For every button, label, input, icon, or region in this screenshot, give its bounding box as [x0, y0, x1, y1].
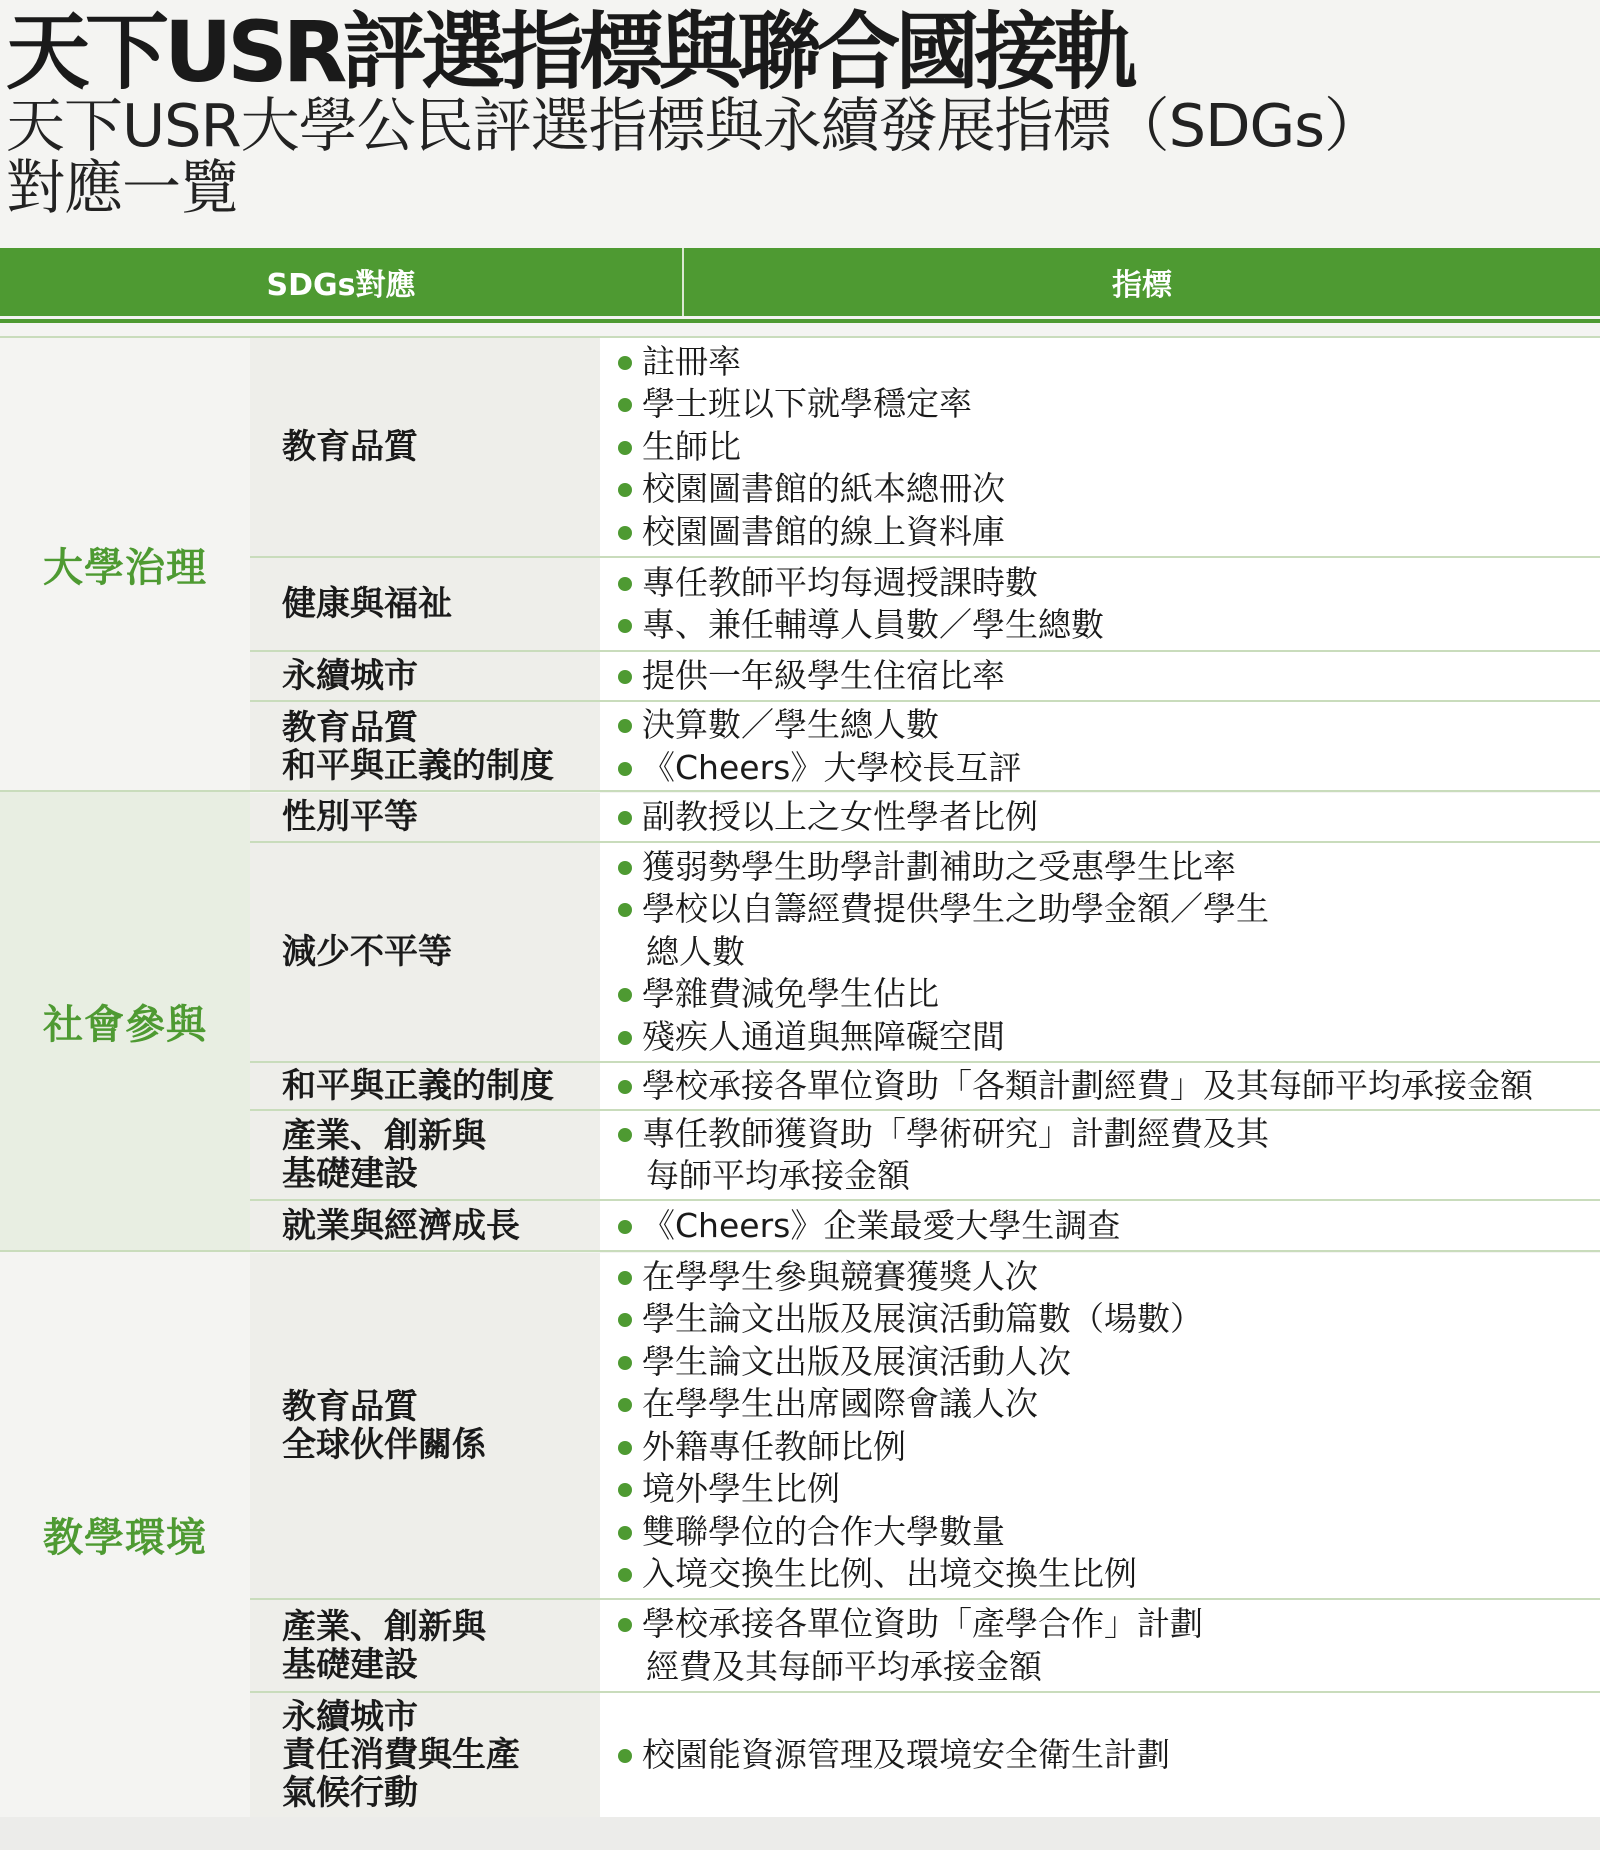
indicator-text: 註冊率 — [642, 341, 741, 381]
table-row — [250, 702, 1600, 791]
indicator-cell — [600, 338, 1600, 556]
page-subtitle-line2: 對應一覽 — [6, 153, 239, 222]
sdg-label: 產業、創新與 — [282, 1606, 486, 1647]
indicator-text: 《Cheers》企業最愛大學生調查 — [642, 1205, 1121, 1245]
table-header — [0, 248, 1600, 316]
table-row — [250, 1111, 1600, 1199]
indicator-item — [614, 511, 1600, 554]
indicator-item — [614, 1065, 1600, 1108]
bullet-icon — [618, 577, 632, 591]
group-label: 大學治理 — [0, 338, 250, 791]
indicator-cell — [600, 1201, 1600, 1251]
bullet-icon — [618, 526, 632, 540]
sdg-cell — [250, 843, 600, 1061]
indicator-text: 提供一年級學生住宿比率 — [642, 655, 1005, 695]
bullet-icon — [618, 1568, 632, 1582]
sdg-cell — [250, 793, 600, 841]
sdg-label: 責任消費與生產 — [282, 1735, 520, 1775]
bullet-icon — [618, 762, 632, 776]
sdg-cell — [250, 702, 600, 791]
table-row — [250, 1600, 1600, 1691]
indicator-item — [614, 468, 1600, 511]
indicator-text: 入境交換生比例、出境交換生比例 — [642, 1554, 1137, 1593]
table-row — [250, 1253, 1600, 1598]
indicator-item — [614, 1734, 1600, 1777]
bullet-icon — [618, 1031, 632, 1045]
sdg-label: 全球伙伴關係 — [282, 1424, 486, 1465]
page-subtitle: 天下USR大學公民評選指標與永續發展指標（SDGs） — [6, 91, 1382, 160]
sdg-label: 基礎建設 — [282, 1154, 418, 1194]
table-row — [250, 1063, 1600, 1109]
sdg-label: 產業、創新與 — [282, 1116, 486, 1156]
indicator-cell — [600, 652, 1600, 700]
bullet-icon — [618, 441, 632, 455]
bullet-icon — [618, 1271, 632, 1285]
table-row — [250, 558, 1600, 650]
indicator-text: 學士班以下就學穩定率 — [642, 384, 972, 424]
sdg-label: 教育品質 — [282, 707, 418, 748]
indicator-cell — [600, 1111, 1600, 1199]
indicator-cell — [600, 1600, 1600, 1691]
indicator-text: 學雜費減免學生佔比 — [642, 974, 939, 1014]
sdg-label: 和平與正義的制度 — [282, 1066, 554, 1106]
sdg-cell — [250, 652, 600, 700]
indicator-cell — [600, 1693, 1600, 1817]
group-divider — [0, 1250, 1600, 1252]
table-row — [250, 652, 1600, 700]
indicator-text: 校園圖書館的線上資料庫 — [642, 511, 1005, 551]
indicator-text: 總人數 — [646, 931, 745, 971]
footer-band — [0, 1817, 1600, 1850]
sdg-label: 基礎建設 — [282, 1644, 418, 1685]
bullet-icon — [618, 1080, 632, 1094]
bullet-icon — [618, 1313, 632, 1327]
indicator-item — [614, 1511, 1600, 1554]
indicator-text: 副教授以上之女性學者比例 — [642, 796, 1038, 836]
sdg-label: 教育品質 — [282, 427, 418, 467]
indicator-text: 學校以自籌經費提供學生之助學金額／學生 — [642, 889, 1269, 929]
table-row — [250, 843, 1600, 1061]
sdg-label: 和平與正義的制度 — [282, 745, 554, 786]
indicator-cell — [600, 1063, 1600, 1109]
indicator-item — [614, 704, 1600, 747]
sdg-cell — [250, 1063, 600, 1109]
indicator-cell — [600, 702, 1600, 791]
bullet-icon — [618, 903, 632, 917]
indicator-text: 學校承接各單位資助「產學合作」計劃 — [642, 1604, 1203, 1643]
indicator-text: 在學學生參與競賽獲獎人次 — [642, 1256, 1038, 1296]
table-row — [250, 338, 1600, 556]
sdg-label: 永續城市 — [282, 1697, 418, 1737]
sdg-cell — [250, 1201, 600, 1251]
indicator-item — [614, 1468, 1600, 1511]
indicator-text: 校園圖書館的紙本總冊次 — [642, 469, 1005, 509]
indicator-item — [614, 1603, 1600, 1688]
indicator-item — [614, 655, 1600, 698]
sdg-label: 永續城市 — [282, 656, 418, 696]
group-divider — [0, 790, 1600, 792]
sdg-cell — [250, 338, 600, 556]
sdg-cell — [250, 1600, 600, 1691]
group-label: 社會參與 — [0, 791, 250, 1251]
indicator-text: 《Cheers》大學校長互評 — [642, 747, 1022, 787]
indicator-item — [614, 1113, 1600, 1198]
indicator-text: 獲弱勢學生助學計劃補助之受惠學生比率 — [642, 846, 1236, 886]
indicator-item — [614, 341, 1600, 384]
table-row — [250, 793, 1600, 841]
page-title: 天下USR評選指標與聯合國接軌 — [6, 3, 1133, 101]
table-row — [250, 1693, 1600, 1817]
header-indicator: 指標 — [1112, 268, 1172, 303]
indicator-text: 外籍專任教師比例 — [642, 1426, 906, 1466]
sdg-label: 減少不平等 — [282, 932, 452, 972]
bullet-icon — [618, 1128, 632, 1142]
sdg-label: 就業與經濟成長 — [282, 1206, 520, 1246]
indicator-item — [614, 383, 1600, 426]
sdg-cell — [250, 558, 600, 650]
indicator-item — [614, 747, 1600, 790]
indicator-item — [614, 973, 1600, 1016]
bullet-icon — [618, 1618, 632, 1632]
indicator-text: 學生論文出版及展演活動篇數（場數） — [642, 1299, 1203, 1338]
indicator-cell — [600, 793, 1600, 841]
sdg-label: 性別平等 — [282, 797, 418, 837]
sdg-label: 健康與福祉 — [282, 584, 452, 624]
sdg-cell — [250, 1693, 600, 1817]
indicator-cell — [600, 558, 1600, 650]
bullet-icon — [618, 1356, 632, 1370]
indicator-text: 雙聯學位的合作大學數量 — [642, 1511, 1005, 1551]
indicator-text: 專任教師平均每週授課時數 — [642, 562, 1038, 602]
bullet-icon — [618, 719, 632, 733]
indicator-item — [614, 1205, 1600, 1248]
bullet-icon — [618, 1526, 632, 1540]
indicator-item — [614, 796, 1600, 839]
indicator-item — [614, 1341, 1600, 1384]
indicator-text: 在學學生出席國際會議人次 — [642, 1384, 1038, 1423]
bullet-icon — [618, 398, 632, 412]
bullet-icon — [618, 670, 632, 684]
bullet-icon — [618, 483, 632, 497]
sdg-cell — [250, 1111, 600, 1199]
indicator-text: 殘疾人通道與無障礙空間 — [642, 1016, 1005, 1056]
indicator-text: 專、兼任輔導人員數／學生總數 — [642, 605, 1104, 644]
indicator-item — [614, 1298, 1600, 1341]
indicator-item — [614, 604, 1600, 647]
group-label: 教學環境 — [0, 1251, 250, 1817]
indicator-cell — [600, 1253, 1600, 1598]
bullet-icon — [618, 1483, 632, 1497]
table-row — [250, 1201, 1600, 1251]
indicator-item — [614, 1426, 1600, 1469]
indicator-text: 專任教師獲資助「學術研究」計劃經費及其 — [642, 1113, 1269, 1153]
indicator-item — [614, 426, 1600, 469]
indicator-item — [614, 1553, 1600, 1596]
indicator-item — [614, 1256, 1600, 1299]
indicator-item — [614, 888, 1600, 973]
bullet-icon — [618, 861, 632, 875]
sdg-label: 氣候行動 — [282, 1773, 418, 1813]
bullet-icon — [618, 1220, 632, 1234]
bullet-icon — [618, 619, 632, 633]
bullet-icon — [618, 1749, 632, 1763]
indicator-text: 經費及其每師平均承接金額 — [646, 1646, 1042, 1686]
header-sdg: SDGs對應 — [0, 248, 684, 316]
sdg-label: 教育品質 — [282, 1386, 418, 1427]
sdg-cell — [250, 1253, 600, 1598]
indicator-item — [614, 1383, 1600, 1426]
indicator-text: 學校承接各單位資助「各類計劃經費」及其每師平均承接金額 — [642, 1065, 1533, 1105]
indicator-item — [614, 1016, 1600, 1059]
indicator-cell — [600, 843, 1600, 1061]
indicator-item — [614, 562, 1600, 605]
bullet-icon — [618, 1398, 632, 1412]
indicator-text: 學生論文出版及展演活動人次 — [642, 1341, 1071, 1381]
indicator-text: 境外學生比例 — [642, 1469, 840, 1508]
bullet-icon — [618, 811, 632, 825]
indicator-text: 生師比 — [642, 426, 741, 466]
indicator-text: 決算數／學生總人數 — [642, 705, 939, 744]
bullet-icon — [618, 1441, 632, 1455]
bullet-icon — [618, 356, 632, 370]
indicator-text: 校園能資源管理及環境安全衛生計劃 — [642, 1734, 1170, 1774]
indicator-item — [614, 846, 1600, 889]
indicator-text: 每師平均承接金額 — [646, 1156, 910, 1195]
bullet-icon — [618, 988, 632, 1002]
